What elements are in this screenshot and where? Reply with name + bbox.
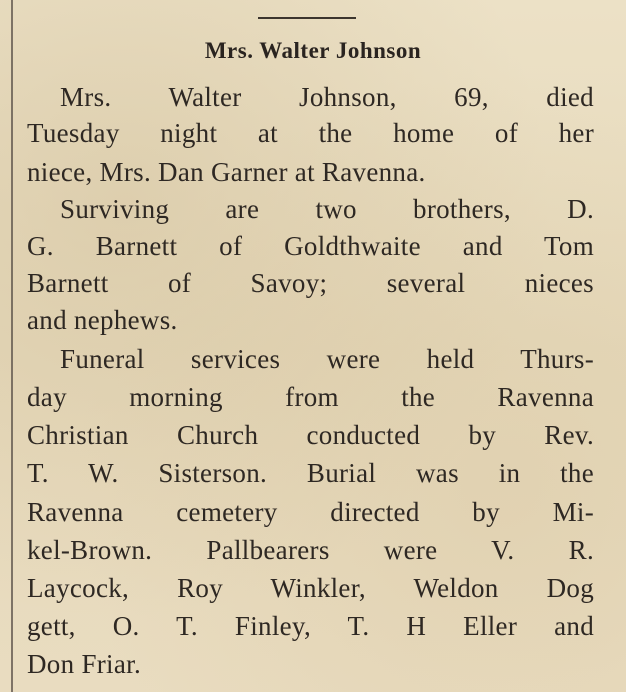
article-line: day morning from the Ravenna bbox=[27, 382, 594, 412]
article-line: Christian Church conducted by Rev. bbox=[27, 420, 594, 450]
section-divider bbox=[258, 17, 356, 19]
column-rule bbox=[11, 0, 13, 692]
article-line: Laycock, Roy Winkler, Weldon Dog bbox=[27, 573, 594, 603]
article-line: Surviving are two brothers, D. bbox=[60, 194, 594, 224]
article-line: and nephews. bbox=[27, 305, 178, 335]
article-line: Don Friar. bbox=[27, 649, 141, 679]
article-line: kel-Brown. Pallbearers were V. R. bbox=[27, 535, 594, 565]
obituary-headline: Mrs. Walter Johnson bbox=[204, 38, 422, 63]
article-line: niece, Mrs. Dan Garner at Ravenna. bbox=[27, 157, 426, 187]
article-line: Funeral services were held Thurs- bbox=[60, 344, 594, 374]
article-line: Tuesday night at the home of her bbox=[27, 118, 594, 148]
article-line: Mrs. Walter Johnson, 69, died bbox=[60, 82, 594, 112]
article-line: Barnett of Savoy; several nieces bbox=[27, 268, 594, 298]
article-line: Ravenna cemetery directed by Mi- bbox=[27, 497, 594, 527]
article-line: T. W. Sisterson. Burial was in the bbox=[27, 458, 594, 488]
article-line: G. Barnett of Goldthwaite and Tom bbox=[27, 231, 594, 261]
article-line: gett, O. T. Finley, T. H Eller and bbox=[27, 611, 594, 641]
